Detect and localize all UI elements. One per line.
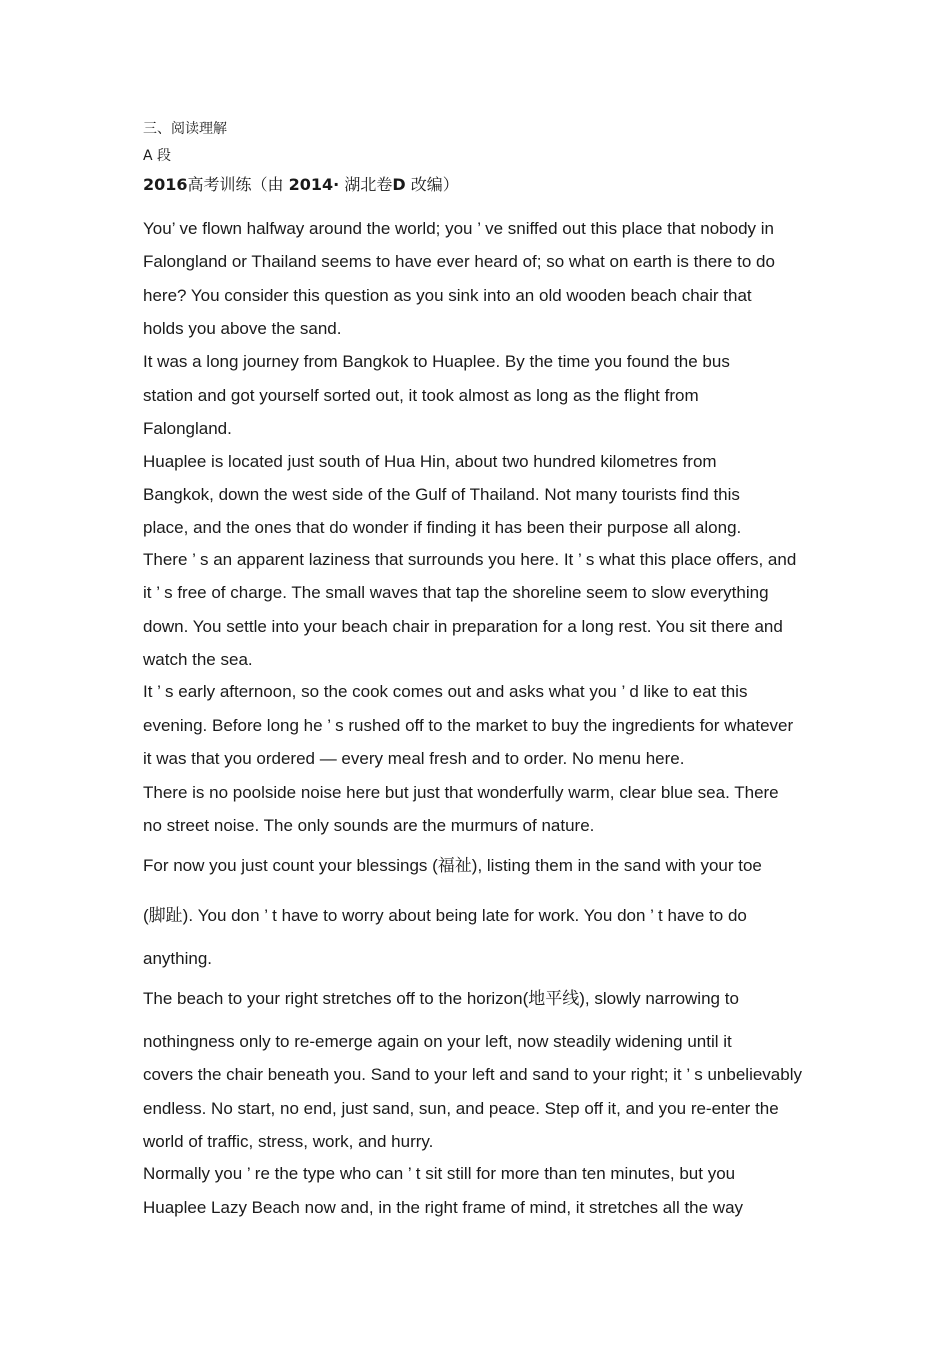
title-letter: D	[392, 175, 406, 194]
passage-line: station and got yourself sorted out, it took almost as long as the flight from	[143, 386, 699, 405]
passage-line: For now you just count your blessings (福祉), listing them in the sand with your toe	[143, 856, 762, 875]
article-title	[143, 175, 459, 195]
passage-line: The beach to your right stretches off to the horizon(地平线), slowly narrowing to	[143, 989, 739, 1008]
title-text-2: 湖北卷	[344, 175, 393, 194]
passage-line: holds you above the sand.	[143, 319, 342, 338]
passage-line: world of traffic, stress, work, and hurry.	[143, 1132, 434, 1151]
passage-line: Bangkok, down the west side of the Gulf of Thailand. Not many tourists find this	[143, 485, 740, 504]
passage-line: It was a long journey from Bangkok to Huaplee. By the time you found the bus	[143, 352, 730, 371]
passage-line: It ’ s early afternoon, so the cook comes out and asks what you ’ d like to eat this	[143, 682, 748, 701]
passage-line: covers the chair beneath you. Sand to your left and sand to your right; it ’ s unbelievably	[143, 1065, 802, 1084]
passage-line: no street noise. The only sounds are the murmurs of nature.	[143, 816, 595, 835]
passage-line: You’ ve flown halfway around the world; you ’ ve sniffed out this place that nobody in	[143, 219, 774, 238]
passage-line: endless. No start, no end, just sand, sun, and peace. Step off it, and you re-enter the	[143, 1099, 779, 1118]
title-text-1: 高考训练（由	[187, 175, 284, 194]
passage-line: Falongland.	[143, 419, 232, 438]
passage-line: Falongland or Thailand seems to have ever heard of; so what on earth is there to do	[143, 252, 775, 271]
title-year-2: 2014·	[288, 175, 340, 194]
passage-line: here? You consider this question as you sink into an old wooden beach chair that	[143, 286, 752, 305]
title-text-3: 改编）	[410, 175, 459, 194]
passage-line: it was that you ordered — every meal fresh and to order. No menu here.	[143, 749, 685, 768]
section-label: 三、阅读理解	[143, 121, 227, 137]
passage-line: Huaplee is located just south of Hua Hin, about two hundred kilometres from	[143, 452, 717, 471]
passage-line: place, and the ones that do wonder if finding it has been their purpose all along.	[143, 518, 742, 537]
passage-line: down. You settle into your beach chair in preparation for a long rest. You sit there and	[143, 617, 783, 636]
passage-line: Huaplee Lazy Beach now and, in the right frame of mind, it stretches all the way	[143, 1198, 744, 1217]
passage-line: There ’ s an apparent laziness that surrounds you here. It ’ s what this place offers, and	[143, 550, 797, 569]
passage-line: it ’ s free of charge. The small waves that tap the shoreline seem to slow everything	[143, 583, 769, 602]
passage-line: evening. Before long he ’ s rushed off to the market to buy the ingredients for whatever	[143, 716, 794, 735]
part-label: A 段	[143, 148, 172, 164]
passage-line: anything.	[143, 949, 212, 968]
passage-line: (脚趾). You don ’ t have to worry about being late for work. You don ’ t have to do	[143, 906, 747, 925]
title-year: 2016	[143, 175, 188, 194]
passage-line: nothingness only to re-emerge again on your left, now steadily widening until it	[143, 1032, 732, 1051]
passage-line: Normally you ’ re the type who can ’ t sit still for more than ten minutes, but you	[143, 1164, 736, 1183]
passage-line: watch the sea.	[143, 650, 253, 669]
passage-line: There is no poolside noise here but just that wonderfully warm, clear blue sea. There	[143, 783, 779, 802]
